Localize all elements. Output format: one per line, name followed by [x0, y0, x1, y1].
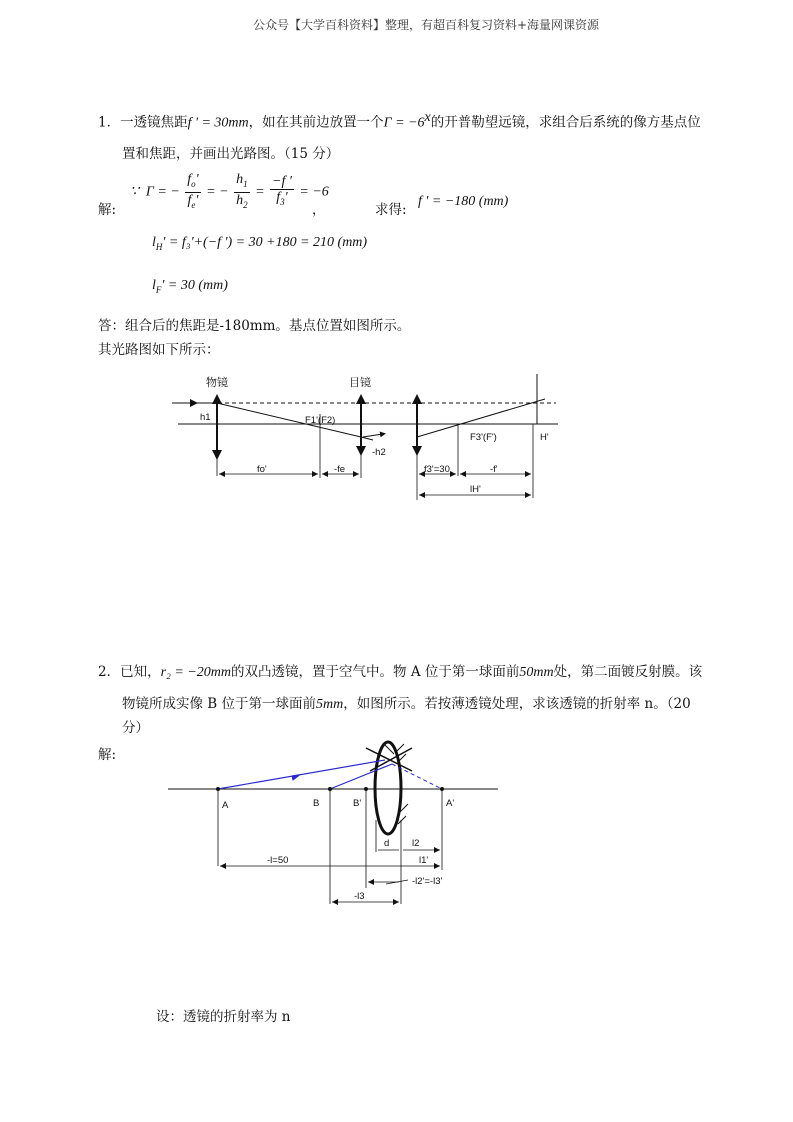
label-B: B	[313, 798, 320, 809]
label-objective: 物镜	[206, 376, 228, 389]
eq-gamma: Γ = −	[145, 184, 180, 200]
label-minus-f: -f'	[490, 464, 498, 475]
q2-solution-label: 解:	[98, 747, 117, 763]
label-A-prime: A'	[446, 798, 455, 809]
q1-focal-length: f ' = 30mm	[187, 115, 249, 131]
fraction-fo-fe: $\frac{f_o'}{f_e'}$	[187, 172, 199, 210]
q1-figure-caption: 其光路图如下所示：	[98, 342, 220, 358]
q1-line1-post: 的开普勒望远镜，求组合后系统的像方基点位	[430, 114, 701, 131]
q2-statement-line2: 物镜所成实像 B 位于第一球面前5mm，如图所示。若按薄透镜处理，求该透镜的折射率 n。（20	[122, 696, 691, 712]
label-l1-prime: l1'	[419, 855, 429, 866]
q1-magnification: Γ = −6	[383, 115, 425, 131]
q2-statement-line3: 分）	[122, 720, 149, 736]
label-minus-h2: -h2	[372, 447, 386, 458]
q1-comma: ，	[312, 202, 326, 218]
fraction-h1-h2: $\frac{h_1}{h_2}$	[236, 172, 248, 210]
fraction-f-f3: $\frac{-f '}{f_3'}$	[272, 174, 292, 208]
q1-line1-pre: 1．一透镜焦距	[98, 114, 188, 131]
label-f1f2: F1'(F2)	[305, 415, 336, 426]
label-l3: -l3	[354, 891, 365, 902]
q1-line1-mid: ，如在其前边放置一个	[248, 114, 384, 131]
q1-answer: 答：组合后的焦距是-180mm。基点位置如图所示。	[98, 318, 411, 334]
label-d: d	[384, 838, 390, 849]
q1-magnification-sup: x	[424, 110, 431, 125]
q1-solution-label: 解:	[98, 202, 117, 218]
q2-statement-line1: 2．已知，r₂ = −20mm的双凸透镜，置于空气中。物 A 位于第一球面前50mm处，第二面镀反射膜。该	[98, 664, 703, 680]
label-B-prime: B'	[353, 798, 362, 809]
ray-a-to-lens	[218, 760, 385, 789]
q2-radius: r₂ = −20mm	[160, 665, 232, 680]
label-lh: lH'	[470, 484, 481, 495]
label-A: A	[222, 800, 229, 811]
label-eyepiece: 目镜	[349, 376, 371, 389]
because-symbol: ∵	[130, 184, 139, 200]
label-minus-fe: -fe	[334, 464, 346, 475]
q1-gamma-equation: ∵ Γ = − $\frac{f_o'}{f_e'}$ = − $\frac{h_1}{h_2}$ = $\frac{-f '}{f_3'}$ = −6	[130, 172, 329, 213]
q1-statement-line2: 置和焦距，并画出光路图。（15 分）	[122, 146, 340, 162]
label-f3-30: f3'=30	[424, 464, 450, 475]
q2-image-distance: 5mm	[316, 697, 344, 712]
q1-lf-equation: $l_F' = 30$ (mm)	[152, 278, 228, 295]
label-h-prime: H'	[540, 432, 549, 443]
q1-result-focal: f ' = −180 (mm)	[418, 194, 509, 209]
label-f3f: F3'(F')	[470, 432, 497, 443]
label-l2: l2	[412, 838, 420, 849]
page-header: 公众号【大学百科资料】整理，有超百科复习资料+海量网课资源	[253, 18, 600, 32]
label-l2-eq-l3: -l2'=-l3'	[412, 876, 443, 887]
label-l50: -l=50	[267, 855, 289, 866]
q2-let-n: 设：透镜的折射率为 n	[156, 1009, 291, 1025]
label-fo: fo'	[257, 464, 267, 475]
q1-lh-equation: $l_H' = f_3'+(-f$ ') = 30 +180 = 210 (mm)	[152, 235, 368, 252]
q2-object-distance: 50mm	[519, 665, 554, 680]
q1-seek-label: 求得:	[375, 202, 407, 218]
label-h1: h1	[200, 412, 211, 423]
